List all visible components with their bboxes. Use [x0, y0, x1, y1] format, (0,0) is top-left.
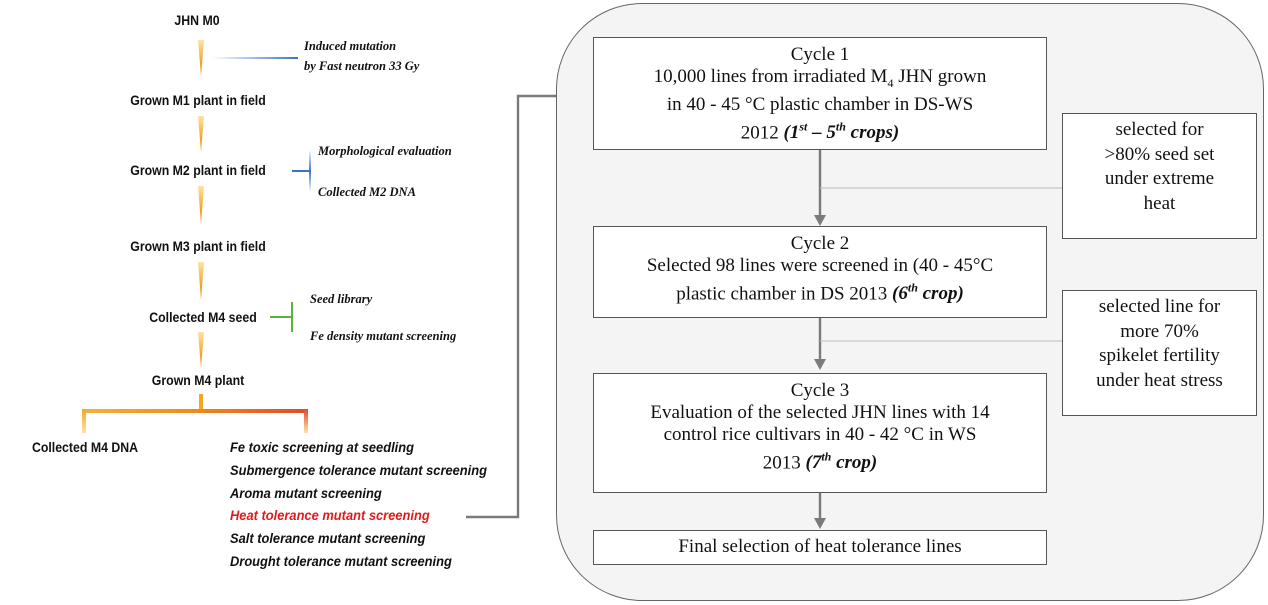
stage-m4-seed: Collected M4 seed	[149, 309, 257, 325]
note-m2-dna: Collected M2 DNA	[318, 185, 416, 199]
stage-m3: Grown M3 plant in field	[130, 238, 266, 254]
cycle-1-line3: 2012 (1st – 5th crops)	[740, 119, 900, 144]
criteria-2-line: more 70%	[1120, 320, 1199, 342]
cycle-3-line1: Evaluation of the selected JHN lines with 14	[650, 402, 990, 423]
criteria-2-line: selected line for	[1098, 296, 1221, 317]
cycle-2-line1: Selected 98 lines were screened in (40 - 45°C	[646, 255, 994, 276]
screening-heat-tolerance: Heat tolerance mutant screening	[230, 507, 430, 523]
final-selection-label: Final selection of heat tolerance lines	[678, 536, 962, 557]
criteria-2-line: under heat stress	[1096, 369, 1223, 391]
criteria-2-line: spikelet fertility	[1099, 345, 1220, 366]
cycle-2-line2: plastic chamber in DS 2013 (6th crop)	[676, 281, 964, 305]
stage-m2: Grown M2 plant in field	[130, 162, 266, 178]
note-seed-library: Seed library	[310, 292, 373, 306]
note-fe-density: Fe density mutant screening	[310, 329, 457, 343]
criteria-1-line: >80% seed set	[1104, 143, 1215, 165]
cycle-1-line2: in 40 - 45 °C plastic chamber in DS-WS	[666, 93, 974, 115]
cycle-1-box	[593, 37, 1047, 150]
screening-aroma: Aroma mutant screening	[230, 485, 382, 501]
screening-fe-toxic: Fe toxic screening at seedling	[230, 439, 414, 455]
screening-submergence: Submergence tolerance mutant screening	[230, 462, 487, 478]
stage-m4-dna: Collected M4 DNA	[31, 439, 139, 455]
criteria-1-line: selected for	[1115, 119, 1204, 140]
stage-m4-plant: Grown M4 plant	[151, 372, 245, 388]
final-selection-box	[593, 530, 1047, 565]
cycle-1-title: Cycle 1	[790, 44, 850, 65]
screening-drought: Drought tolerance mutant screening	[230, 553, 452, 569]
cycle-3-line2: control rice cultivars in 40 - 42 °C in WS	[663, 424, 977, 445]
stage-m0: JHN M0	[174, 12, 220, 28]
note-induced-mutation: Induced mutation	[304, 39, 397, 53]
screening-salt: Salt tolerance mutant screening	[230, 530, 426, 546]
cycle-1-line1: 10,000 lines from irradiated $M_4$ JHN grown	[653, 66, 987, 90]
selection-criteria-2	[1062, 290, 1257, 416]
cycle-2-box	[593, 226, 1047, 318]
criteria-1-line: under extreme	[1104, 168, 1215, 189]
note-morphological: Morphological evaluation	[318, 144, 452, 158]
note-fast-neutron: by Fast neutron 33 Gy	[304, 59, 420, 73]
cycle-3-box	[593, 373, 1047, 493]
criteria-1-line: heat	[1143, 192, 1176, 214]
selection-criteria-1	[1062, 113, 1257, 239]
cycle-3-title: Cycle 3	[790, 380, 850, 401]
cycle-2-title: Cycle 2	[790, 233, 850, 254]
cycle-3-line3: 2013 (7th crop)	[762, 450, 878, 474]
stage-m1: Grown M1 plant in field	[130, 92, 266, 108]
